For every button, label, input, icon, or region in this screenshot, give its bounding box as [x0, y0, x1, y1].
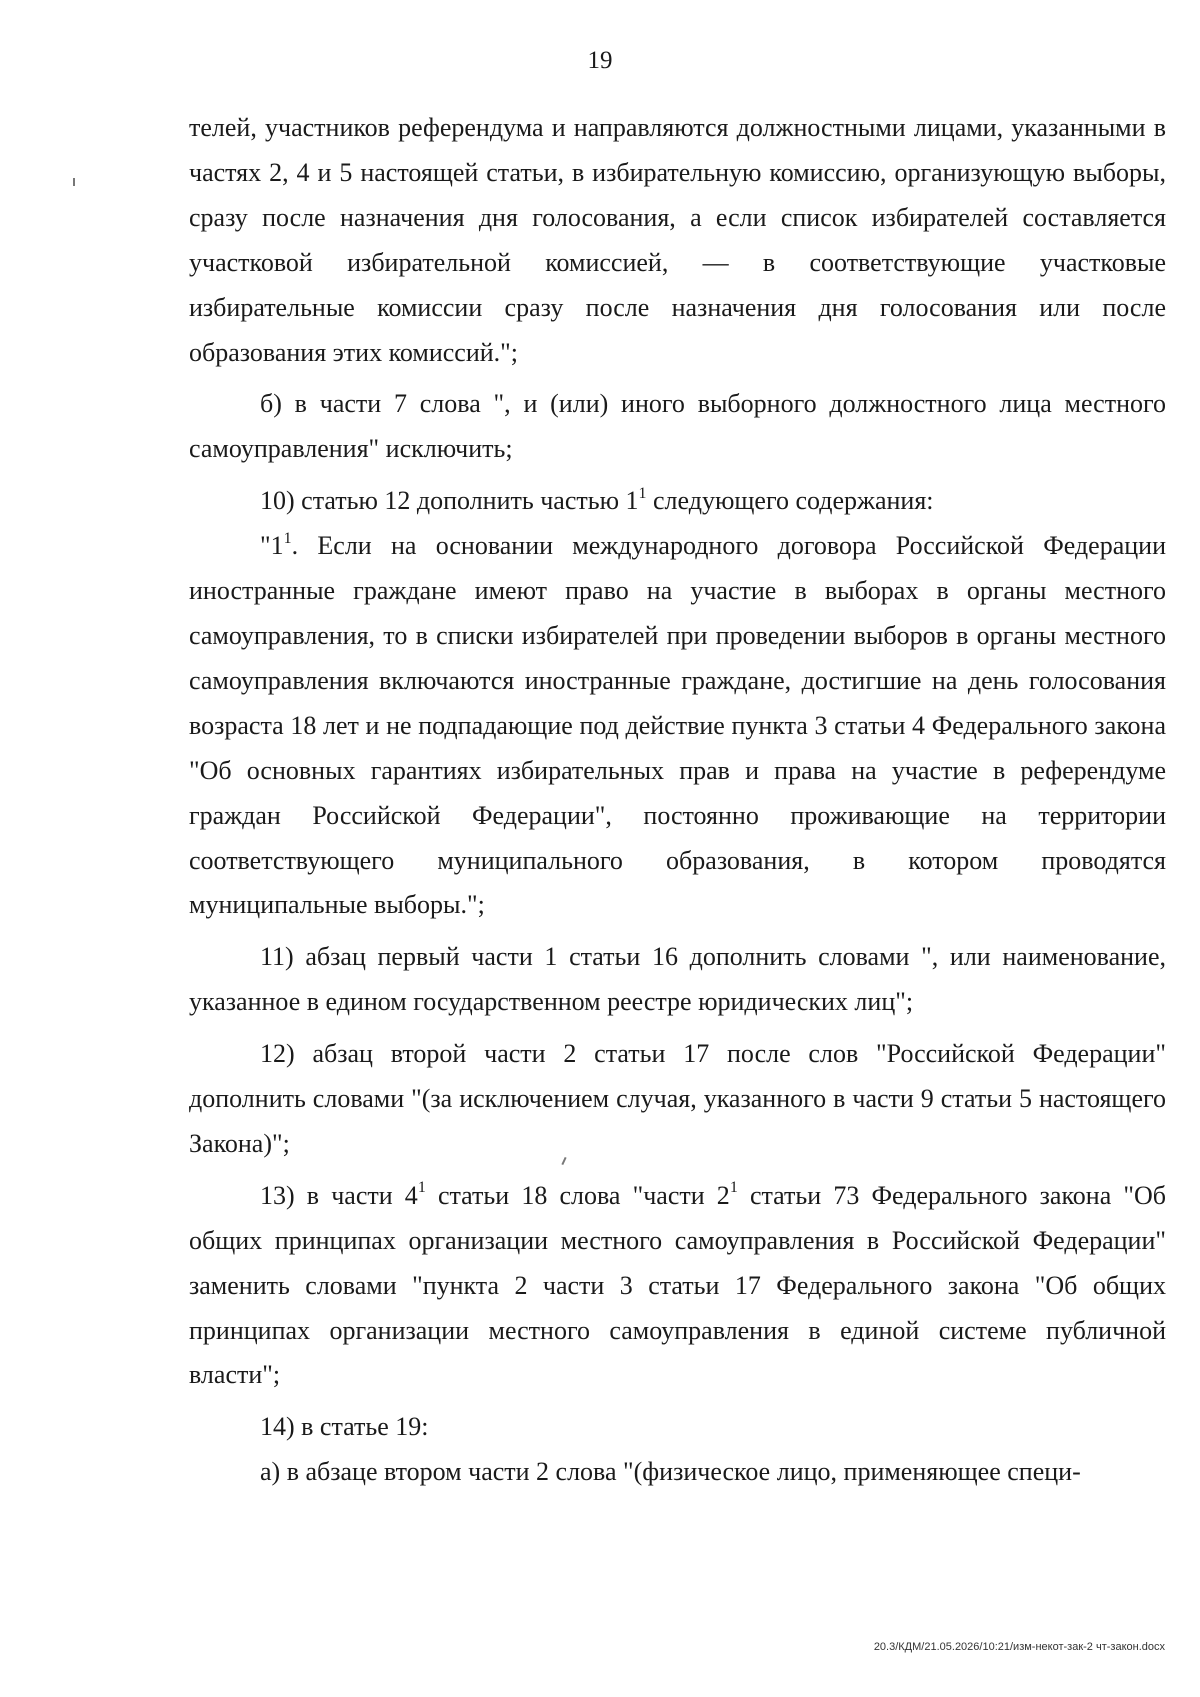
- paragraph-item-10: [189, 479, 1166, 524]
- item-13-superscript-b: 1: [729, 1179, 738, 1197]
- item-13-superscript-a: 1: [417, 1179, 426, 1197]
- quote-superscript: 1: [283, 529, 292, 547]
- item-10-text-a: 10) статью 12 дополнить частью 1: [260, 486, 639, 516]
- page-number: 19: [587, 47, 613, 74]
- item-13-text-a: 13) в части 4: [260, 1180, 418, 1210]
- paragraph-continuation: телей, участников референдума и направляются должностными лицами, указанными в частях 2, 4 и 5 настоящей статьи, в избирательную комиссию, организующую выборы, сразу после назначения дня голосования, а если список избирателей составляется участковой избирательной комиссией, — в соответствующие участковые избирательные комиссии сразу после назначения дня голосования или после образования этих комиссий.";: [189, 113, 1166, 367]
- paragraph-part-1-1-quote: [189, 524, 1166, 928]
- quote-text-a: "1: [260, 531, 284, 561]
- document-file-code: 20.3/КДМ/21.05.2026/10:21/изм-некот-зак-2 чт-закон.docx: [873, 1641, 1165, 1653]
- paragraph-a-part-2: а) в абзаце втором части 2 слова "(физическое лицо, применяющее специ-: [260, 1457, 1081, 1487]
- paragraph-item-13: [189, 1174, 1166, 1399]
- item-10-superscript: 1: [638, 484, 647, 502]
- paragraph-item-12: 12) абзац второй части 2 статьи 17 после слов "Российской Федерации" дополнить словами "(за исключением случая, указанного в части 9 статьи 5 настоящего Закона)";: [189, 1039, 1166, 1158]
- paragraph-item-11: 11) абзац первый части 1 статьи 16 дополнить словами ", или наименование, указанное в едином государственном реестре юридических лиц";: [189, 942, 1166, 1017]
- paragraph-item-14: 14) в статье 19:: [260, 1412, 429, 1442]
- scan-artifact-mark: [73, 178, 75, 186]
- item-13-text-c: статьи 73 Федерального закона "Об общих принципах организации местного самоуправления в Российской Федерации" заменить словами "пункта 2 части 3 статьи 17 Федерального закона "Об общих принципах организации местного самоуправления в единой системе публичной власти";: [189, 1180, 1166, 1390]
- item-10-text-b: следующего содержания:: [646, 486, 934, 516]
- document-body: [189, 106, 1166, 1495]
- quote-text-b: . Если на основании международного договора Российской Федерации иностранные граждане имеют право на участие в выборах в органы местного самоуправления, то в списки избирателей при проведении выборов в органы местного самоуправления включаются иностранные граждане, достигшие на день голосования возраста 18 лет и не подпадающие под действие пункта 3 статьи 4 Федерального закона "Об основных гарантиях избирательных прав и права на участие в референдуме граждан Российской Федерации", постоянно проживающие на территории соответствующего муниципального образования, в котором проводятся муниципальные выборы.";: [189, 531, 1166, 920]
- item-13-text-b: статьи 18 слова "части 2: [425, 1180, 730, 1210]
- paragraph-b-part-7: б) в части 7 слова ", и (или) иного выборного должностного лица местного самоуправления" исключить;: [189, 389, 1166, 464]
